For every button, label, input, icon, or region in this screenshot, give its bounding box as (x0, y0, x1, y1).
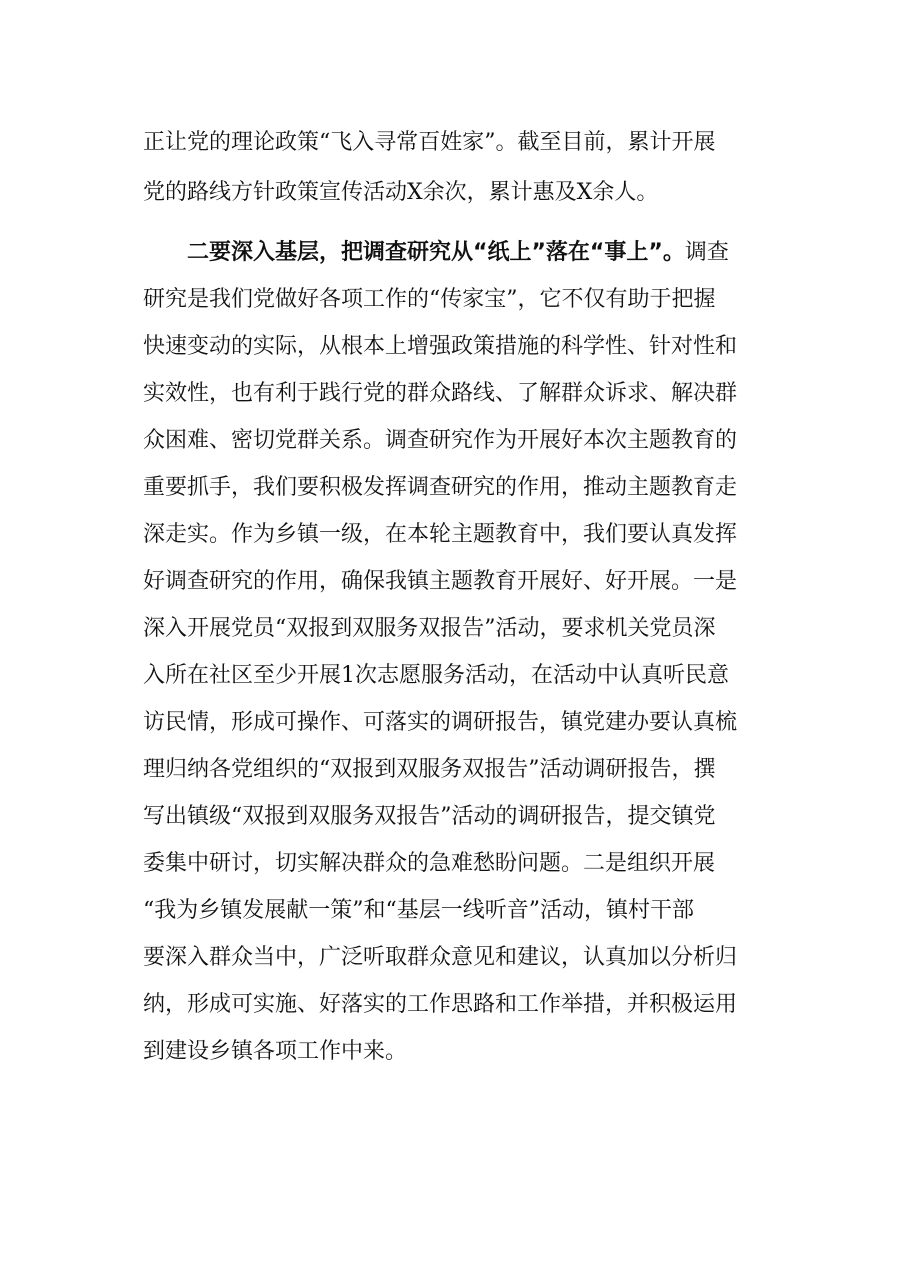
text-line: 深走实。作为乡镇一级，在本轮主题教育中，我们要认真发挥 (143, 522, 738, 547)
text-line: “我为乡镇发展献一策”和“基层一线听音”活动，镇村干部 (143, 898, 694, 923)
text-line: 纳，形成可实施、好落实的工作思路和工作举措，并积极运用 (143, 992, 738, 1017)
text-line: 入所在社区至少开展1次志愿服务活动，在活动中认真听民意 (143, 663, 729, 688)
text-line: 好调查研究的作用，确保我镇主题教育开展好、好开展。一是 (143, 569, 738, 594)
text-line: 党的路线方针政策宣传活动X余次，累计惠及X余人。 (143, 180, 659, 205)
text-line: 研究是我们党做好各项工作的“传家宝”，它不仅有助于把握 (143, 287, 716, 312)
section-heading: 二要深入基层，把调查研究从“纸上”落在“事上”。 (187, 240, 685, 265)
text-line: 正让党的理论政策“飞入寻常百姓家”。截至目前，累计开展 (143, 130, 716, 155)
text-line: 理归纳各党组织的“双报到双服务双报告”活动调研报告，撰 (143, 757, 716, 782)
paragraph-first-line (187, 238, 729, 268)
text-line: 众困难、密切党群关系。调查研究作为开展好本次主题教育的 (143, 428, 738, 453)
text-run: 调查 (684, 240, 729, 265)
text-line: 要深入群众当中，广泛听取群众意见和建议，认真加以分析归 (143, 945, 738, 970)
text-line: 深入开展党员“双报到双服务双报告”活动，要求机关党员深 (143, 616, 716, 641)
text-line: 实效性，也有利于践行党的群众路线、了解群众诉求、解决群 (143, 381, 738, 406)
text-line: 委集中研讨，切实解决群众的急难愁盼问题。二是组织开展 (143, 851, 716, 876)
text-line: 写出镇级“双报到双服务双报告”活动的调研报告，提交镇党 (143, 804, 716, 829)
text-line: 到建设乡镇各项工作中来。 (143, 1039, 408, 1064)
text-line: 重要抓手，我们要积极发挥调查研究的作用，推动主题教育走 (143, 475, 738, 500)
text-line: 访民情，形成可操作、可落实的调研报告，镇党建办要认真梳 (143, 710, 738, 735)
text-line: 快速变动的实际，从根本上增强政策措施的科学性、针对性和 (143, 334, 738, 359)
